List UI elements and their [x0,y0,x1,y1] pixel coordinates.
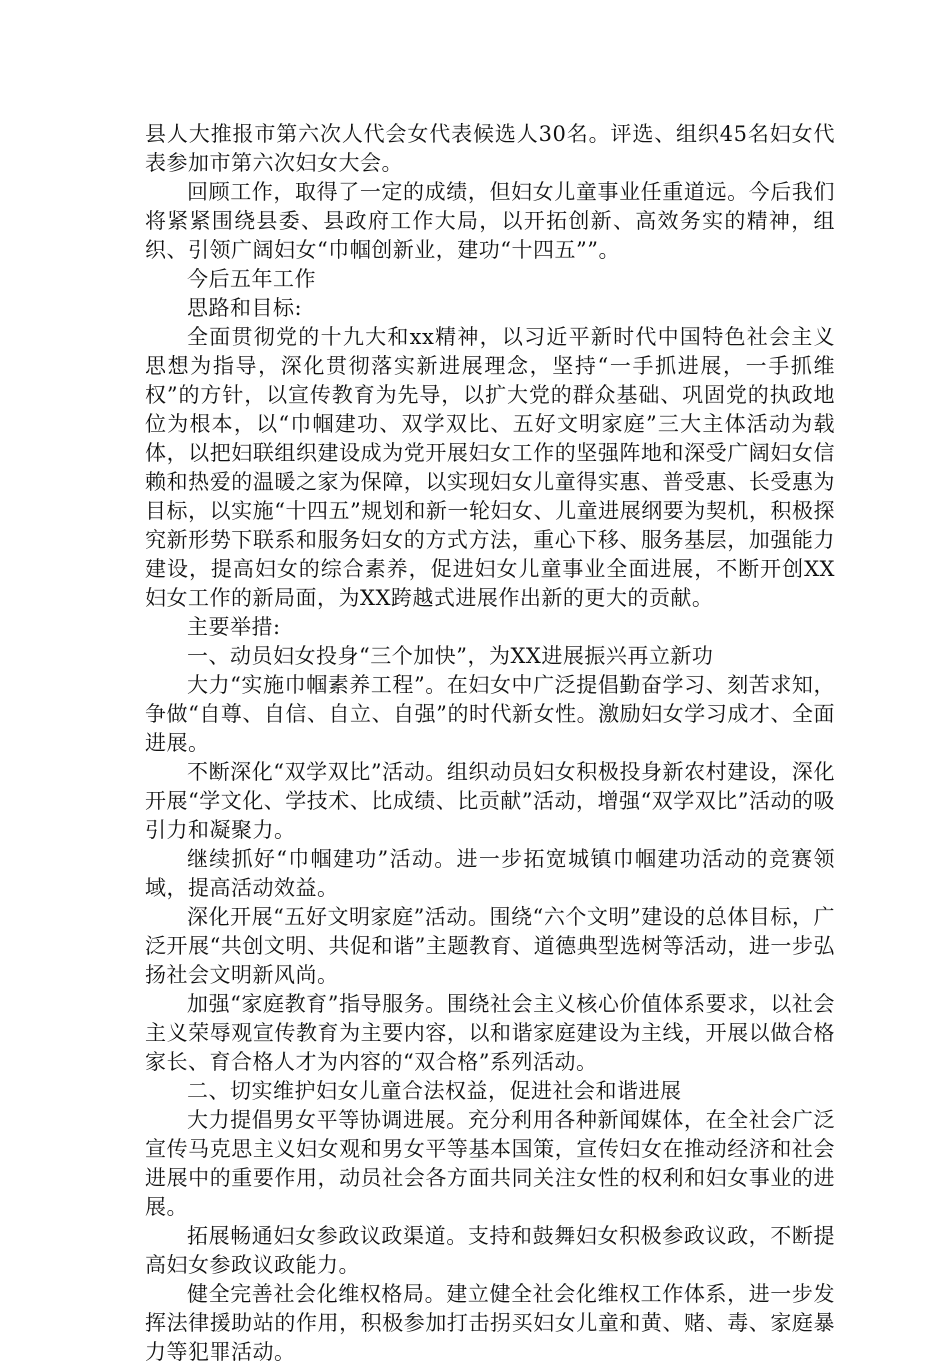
paragraph-gender-equality: 大力提倡男女平等协调进展。充分利用各种新闻媒体，在全社会广泛宣传马克思主义妇女观和男女平等基本国策，宣传妇女在推动经济和社会进展中的重要作用，动员社会各方面共同关注女性的权利和妇女事业的进展。 [145,1108,835,1219]
paragraph-review: 回顾工作，取得了一定的成绩，但妇女儿童事业任重道远。今后我们将紧紧围绕县委、县政府工作大局，以开拓创新、高效务实的精神，组织、引领广阔妇女“巾帼创新业，建功“十四五””。 [145,180,835,262]
paragraph-quality-project: 大力“实施巾帼素养工程”。在妇女中广泛提倡勤奋学习、刻苦求知，争做“自尊、自信、自立、自强”的时代新女性。激励妇女学习成才、全面进展。 [145,673,835,755]
subheading-measure-one: 一、动员妇女投身“三个加快”，为XX进展振兴再立新功 [187,644,714,668]
paragraph-political-participation: 拓展畅通妇女参政议政渠道。支持和鼓舞妇女积极参政议政，不断提高妇女参政议政能力。 [145,1224,835,1277]
document-page [145,120,835,1367]
paragraph-civilized-family: 深化开展“五好文明家庭”活动。围绕“六个文明”建设的总体目标，广泛开展“共创文明、共促和谐”主题教育、道德典型选树等活动，进一步弘扬社会文明新风尚。 [145,905,835,987]
section-heading-measures: 主要举措: [187,615,281,639]
paragraph-family-education: 加强“家庭教育”指导服务。围绕社会主义核心价值体系要求，以社会主义荣辱观宣传教育为主要内容，以和谐家庭建设为主线，开展以做合格家长、育合格人才为内容的“双合格”系列活动。 [145,992,835,1074]
paragraph-contribution: 继续抓好“巾帼建功”活动。进一步拓宽城镇巾帼建功活动的竞赛领域，提高活动效益。 [145,847,835,900]
section-heading-five-years: 今后五年工作 [187,267,316,291]
paragraph-guiding-ideology: 全面贯彻党的十九大和xx精神，以习近平新时代中国特色社会主义思想为指导，深化贯彻落实新进展理念，坚持“一手抓进展，一手抓维权”的方针，以宣传教育为先导，以扩大党的群众基础、巩固党的执政地位为根本，以“巾帼建功、双学双比、五好文明家庭”三大主体活动为载体，以把妇联组织建设成为党开展妇女工作的坚强阵地和深受广阔妇女信赖和热爱的温暖之家为保障，以实现妇女儿童得实惠、普受惠、长受惠为目标，以实施“十四五”规划和新一轮妇女、儿童进展纲要为契机，积极探究新形势下联系和服务妇女的方式方法，重心下移、服务基层，加强能力建设，提高妇女的综合素养，促进妇女儿童事业全面进展，不断开创XX妇女工作的新局面，为XX跨越式进展作出新的更大的贡献。 [145,325,835,610]
paragraph-rights-protection: 健全完善社会化维权格局。建立健全社会化维权工作体系，进一步发挥法律援助站的作用，积极参加打击拐买妇女儿童和黄、赌、毒、家庭暴力等犯罪活动。 [145,1282,835,1364]
section-heading-goals: 思路和目标: [187,296,303,320]
subheading-measure-two: 二、切实维护妇女儿童合法权益，促进社会和谐进展 [187,1079,682,1103]
paragraph-double-learning: 不断深化“双学双比”活动。组织动员妇女积极投身新农村建设，深化开展“学文化、学技术、比成绩、比贡献”活动，增强“双学双比”活动的吸引力和凝聚力。 [145,760,835,842]
paragraph-continuation: 县人大推报市第六次人代会女代表候选人30名。评选、组织45名妇女代表参加市第六次妇女大会。 [145,122,835,175]
